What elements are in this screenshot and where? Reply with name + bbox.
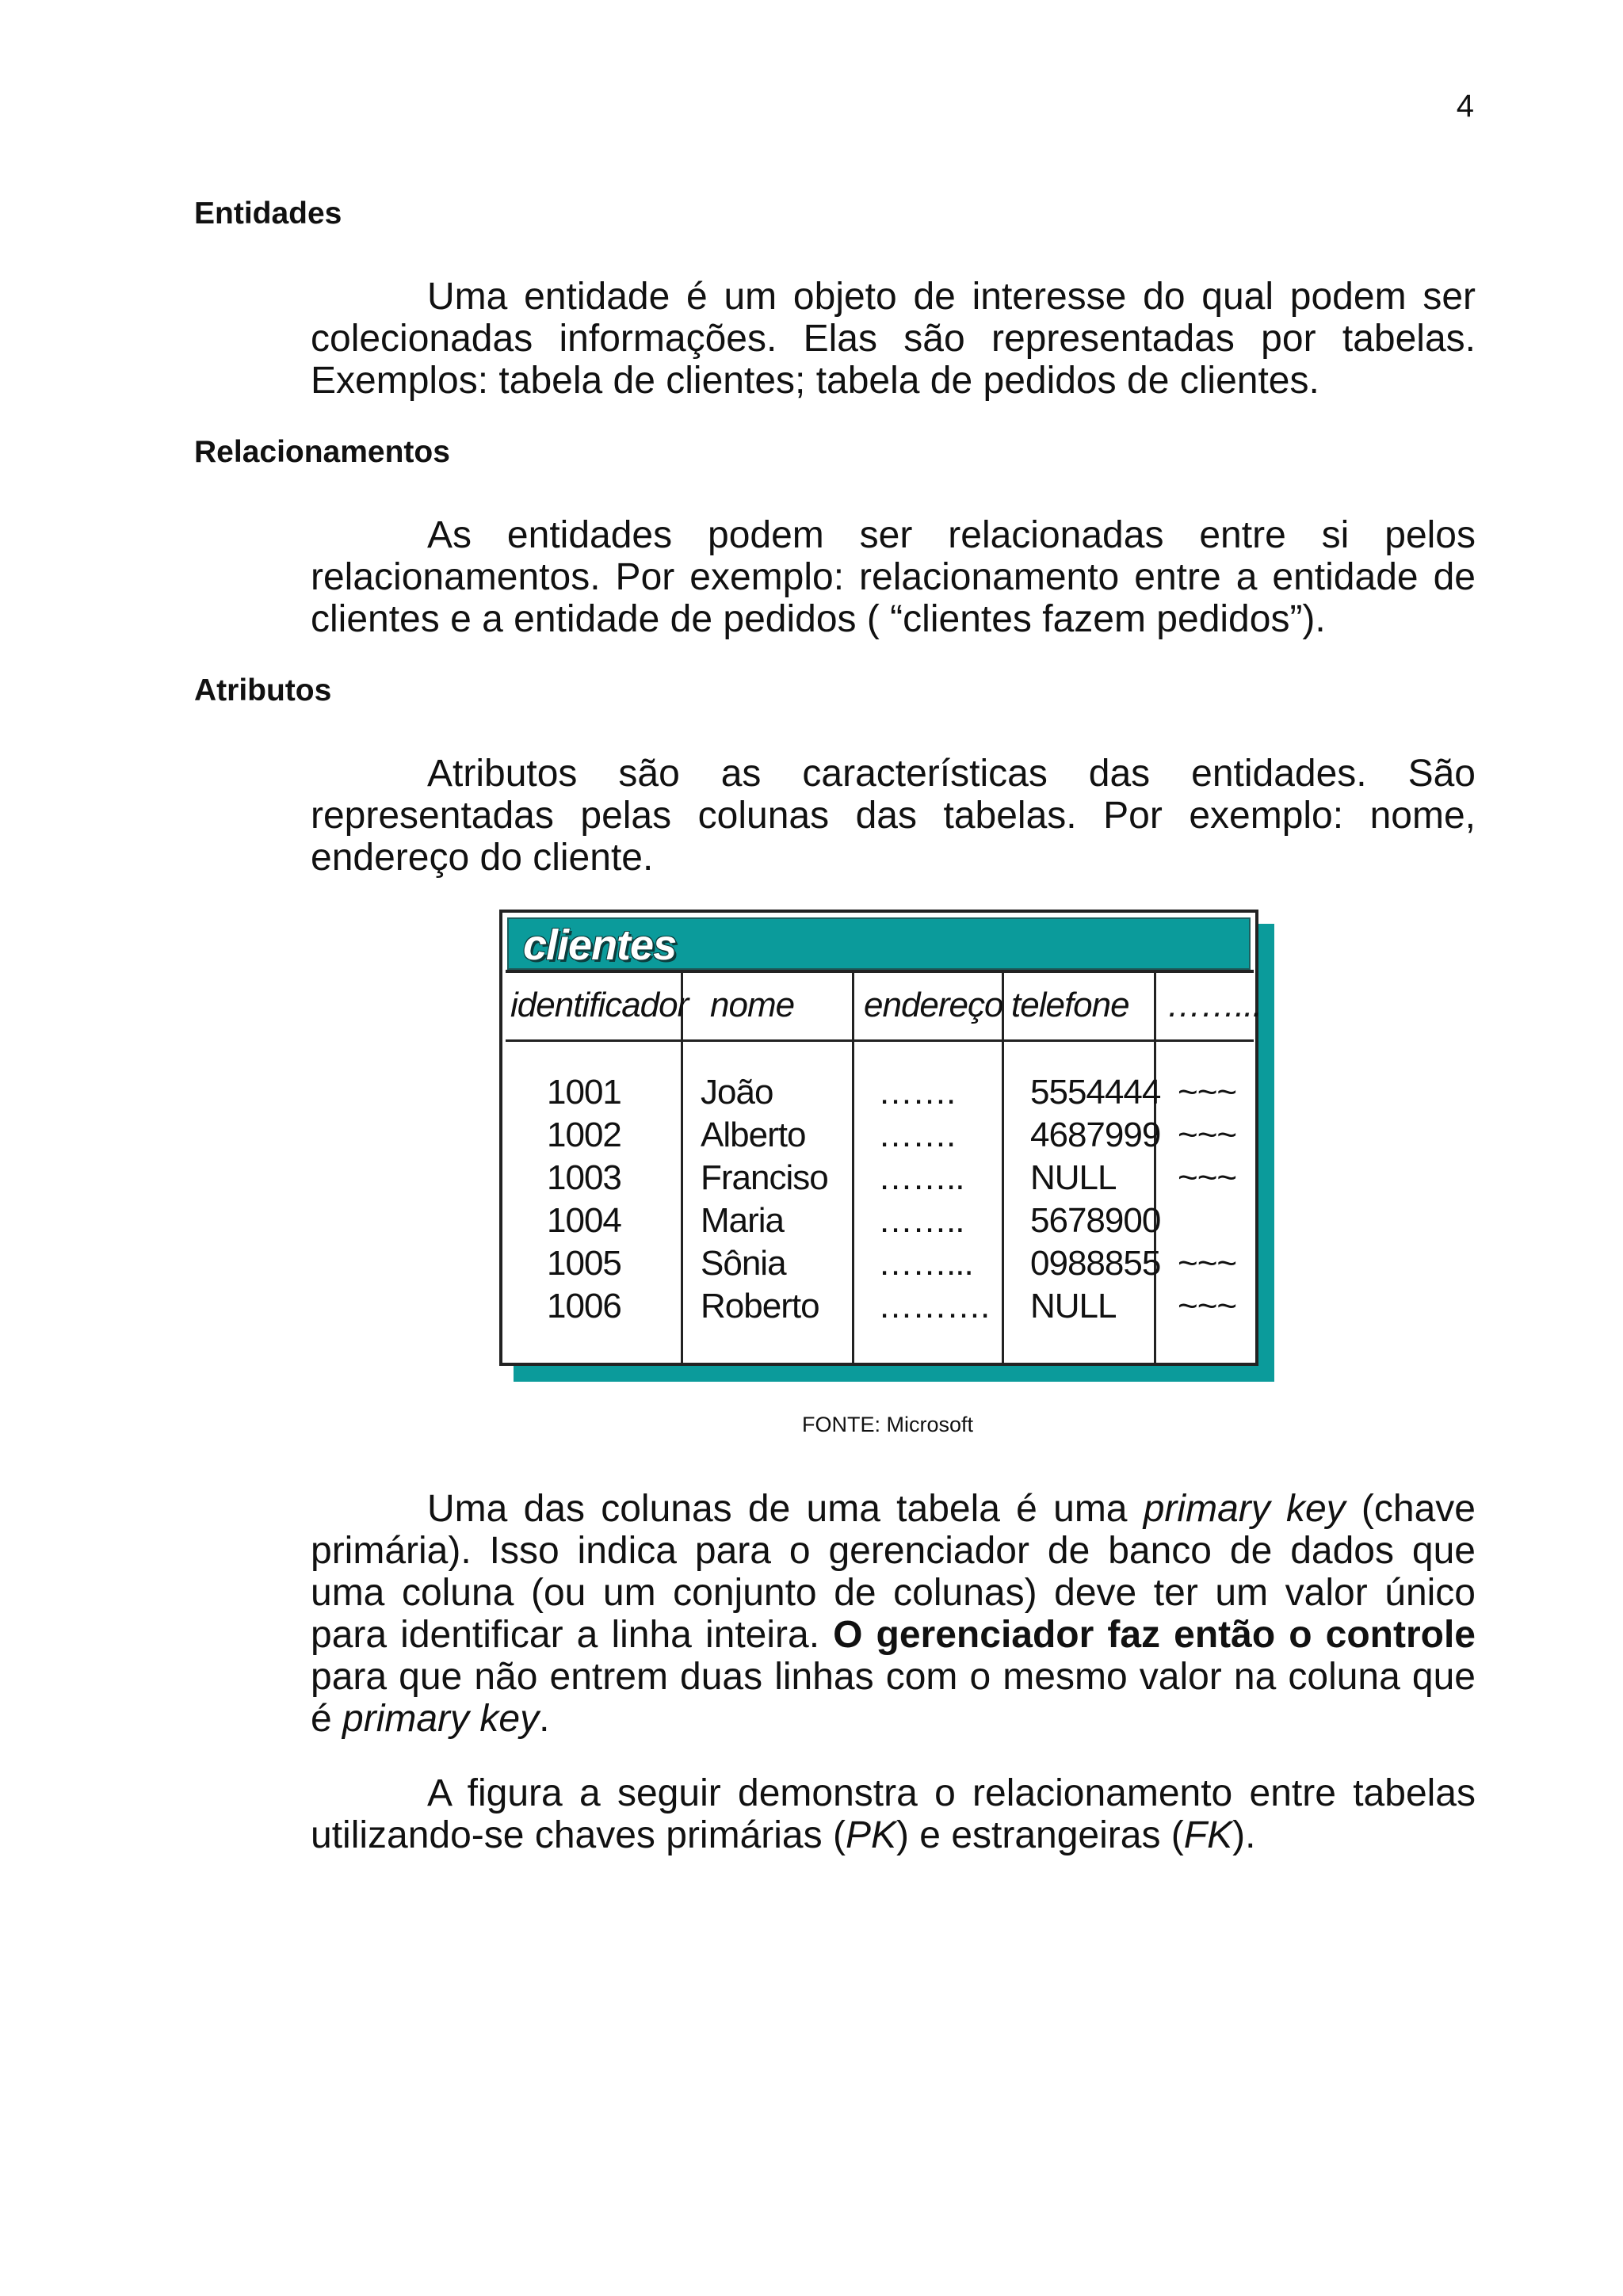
- table-cell: Franciso: [701, 1158, 828, 1197]
- fk-text-1: A figura a seguir demonstra o relacionamento entre tabelas utilizando-se chaves primárias (: [311, 1772, 1476, 1856]
- fk-text-2: ) e estrangeiras (: [896, 1814, 1184, 1856]
- page-number: 4: [1456, 89, 1474, 124]
- table-cell: Sônia: [701, 1244, 786, 1283]
- header-divider: [506, 1039, 1254, 1042]
- title-divider: [506, 970, 1254, 973]
- table-cell: Alberto: [701, 1116, 806, 1154]
- table-cell: Maria: [701, 1201, 785, 1240]
- table-cell: ~~~: [1178, 1244, 1237, 1283]
- paragraph-entidades: [311, 276, 1476, 402]
- table-cell: NULL: [1030, 1287, 1117, 1325]
- column-header-nome: nome: [710, 986, 795, 1024]
- table-cell: ~~~: [1178, 1073, 1237, 1112]
- table-cell: ……...: [878, 1244, 973, 1283]
- table-cell: …….: [878, 1073, 956, 1112]
- column-divider: [1002, 970, 1004, 1366]
- heading-relacionamentos: Relacionamentos: [194, 435, 450, 469]
- heading-entidades: Entidades: [194, 196, 342, 231]
- table-cell: 1006: [547, 1287, 621, 1325]
- column-header-telefone: telefone: [1011, 986, 1129, 1024]
- pk-bold: O gerenciador faz então o controle: [833, 1614, 1476, 1656]
- table-cell: Roberto: [701, 1287, 819, 1325]
- clientes-table: [499, 910, 1262, 1366]
- column-header-endereco: endereço: [864, 986, 1003, 1024]
- table-title: clientes: [523, 921, 677, 969]
- column-header-identificador: identificador: [510, 986, 689, 1024]
- table-cell: 1001: [547, 1073, 621, 1112]
- table-title-bar: [507, 917, 1251, 970]
- table-cell: 0988855: [1030, 1244, 1161, 1283]
- paragraph-relacionamentos-text: As entidades podem ser relacionadas entre si pelos relacionamentos. Por exemplo: relacionamento entre a entidade de clientes e a entidade de pedidos ( “clientes fazem pedidos”).: [311, 514, 1476, 640]
- table-cell: ~~~: [1178, 1116, 1237, 1154]
- column-header-more: ……...: [1167, 986, 1262, 1024]
- table-cell: 1002: [547, 1116, 621, 1154]
- paragraph-entidades-text: Uma entidade é um objeto de interesse do qual podem ser colecionadas informações. Elas são representadas por tabelas. Exemplos: tabela de clientes; tabela de pedidos de clientes.: [311, 276, 1476, 402]
- table-cell: 4687999: [1030, 1116, 1161, 1154]
- paragraph-foreign-key: [311, 1772, 1476, 1856]
- table-cell: ……….: [878, 1287, 990, 1325]
- heading-atributos: Atributos: [194, 673, 332, 707]
- table-cell: ……..: [878, 1201, 964, 1240]
- table-cell: 5678900: [1030, 1201, 1161, 1240]
- paragraph-atributos-text: Atributos são as características das entidades. São representadas pelas colunas das tabelas. Por exemplo: nome, endereço do cliente.: [311, 753, 1476, 879]
- table-cell: ~~~: [1178, 1287, 1237, 1325]
- fk-pk-label: PK: [845, 1814, 896, 1856]
- table-cell: ~~~: [1178, 1158, 1237, 1197]
- table-cell: 1005: [547, 1244, 621, 1283]
- paragraph-foreign-key-text: [311, 1772, 1476, 1856]
- column-divider: [852, 970, 854, 1366]
- pk-text-3: para que não entrem duas linhas com o mesmo valor na coluna que é: [311, 1656, 1476, 1740]
- table-cell: João: [701, 1073, 773, 1112]
- column-divider: [681, 970, 683, 1366]
- table-cell: 1003: [547, 1158, 621, 1197]
- pk-text-2: (chave primária). Isso indica para o gerenciador de banco de dados que uma coluna (ou um conjunto de colunas) deve ter um valor único para identificar a linha inteira.: [311, 1488, 1476, 1656]
- table-cell: ……..: [878, 1158, 964, 1197]
- fk-text-3: ).: [1232, 1814, 1256, 1856]
- clientes-table-figure: [499, 910, 1273, 1377]
- pk-text-1: Uma das colunas de uma tabela é uma: [427, 1488, 1144, 1530]
- column-divider: [1154, 970, 1156, 1366]
- fk-fk-label: FK: [1183, 1814, 1233, 1856]
- table-cell: …….: [878, 1116, 956, 1154]
- paragraph-primary-key-text: [311, 1488, 1476, 1740]
- figure-source: FONTE: Microsoft: [802, 1413, 974, 1436]
- table-cell: 5554444: [1030, 1073, 1161, 1112]
- pk-italic-1: primary key: [1143, 1488, 1346, 1530]
- pk-text-4: .: [539, 1698, 550, 1740]
- paragraph-relacionamentos: [311, 514, 1476, 640]
- paragraph-atributos: [311, 753, 1476, 879]
- paragraph-primary-key: [311, 1488, 1476, 1740]
- table-cell: 1004: [547, 1201, 621, 1240]
- pk-italic-2: primary key: [342, 1698, 540, 1740]
- table-cell: NULL: [1030, 1158, 1117, 1197]
